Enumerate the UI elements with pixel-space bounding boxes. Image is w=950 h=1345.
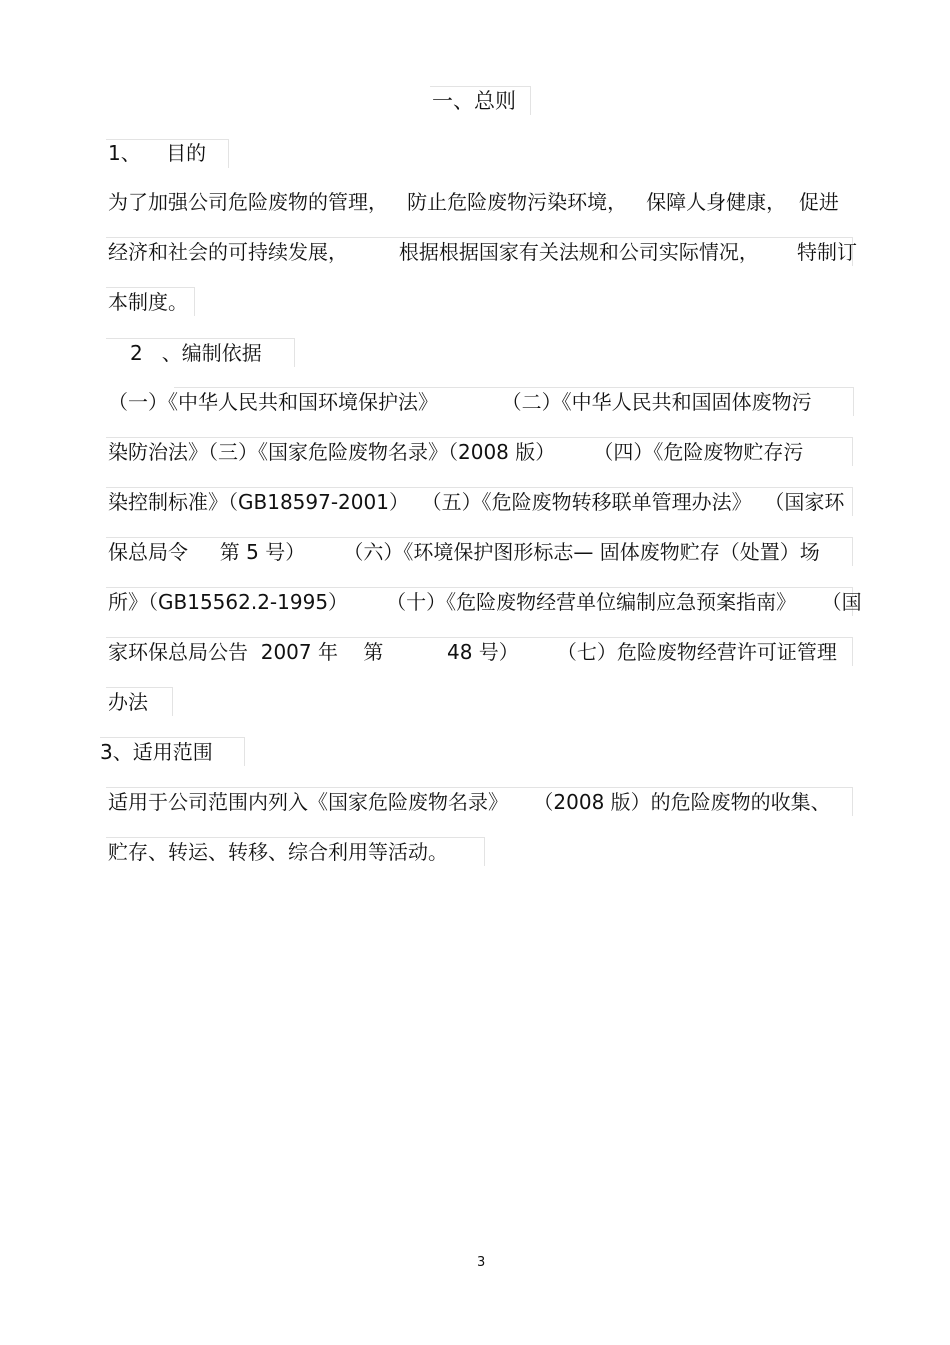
section-title: 一、总则 (432, 89, 516, 113)
heading-scope: 3、适用范围 (100, 740, 213, 764)
heading-basis: 2 、编制依据 (130, 341, 262, 365)
basis-line-2: 染防治法》（三）《国家危险废物名录》（2008 版） （四）《危险废物贮存污 (108, 440, 804, 464)
basis-line-7: 办法 (108, 690, 148, 714)
page-number: 3 (477, 1255, 486, 1270)
purpose-line-2: 经济和社会的可持续发展， 根据根据国家有关法规和公司实际情况， 特制订 (108, 240, 858, 264)
basis-line-6: 家环保总局公告 2007 年 第 48 号） （七）危险废物经营许可证管理 (108, 640, 837, 664)
scope-line-1: 适用于公司范围内列入《国家危险废物名录》 （2008 版）的危险废物的收集、 (108, 790, 831, 814)
basis-line-4: 保总局令 第 5 号） （六）《环境保护图形标志— 固体废物贮存（处置）场 (108, 540, 820, 564)
basis-line-3: 染控制标准》（GB18597-2001） （五）《危险废物转移联单管理办法》 （国家环 (108, 490, 845, 514)
basis-line-5: 所》（GB15562.2-1995） （十）《危险废物经营单位编制应急预案指南》 （国 (108, 590, 862, 614)
basis-line-1: （一）《中华人民共和国环境保护法》 （二）《中华人民共和国固体废物污 (108, 390, 812, 414)
purpose-line-3: 本制度。 (108, 290, 188, 314)
scope-line-2: 贮存、转运、转移、综合利用等活动。 (108, 840, 448, 864)
heading-purpose: 1、 目的 (108, 141, 207, 165)
purpose-line-1: 为了加强公司危险废物的管理， 防止危险废物污染环境， 保障人身健康， 促进 (108, 190, 839, 214)
